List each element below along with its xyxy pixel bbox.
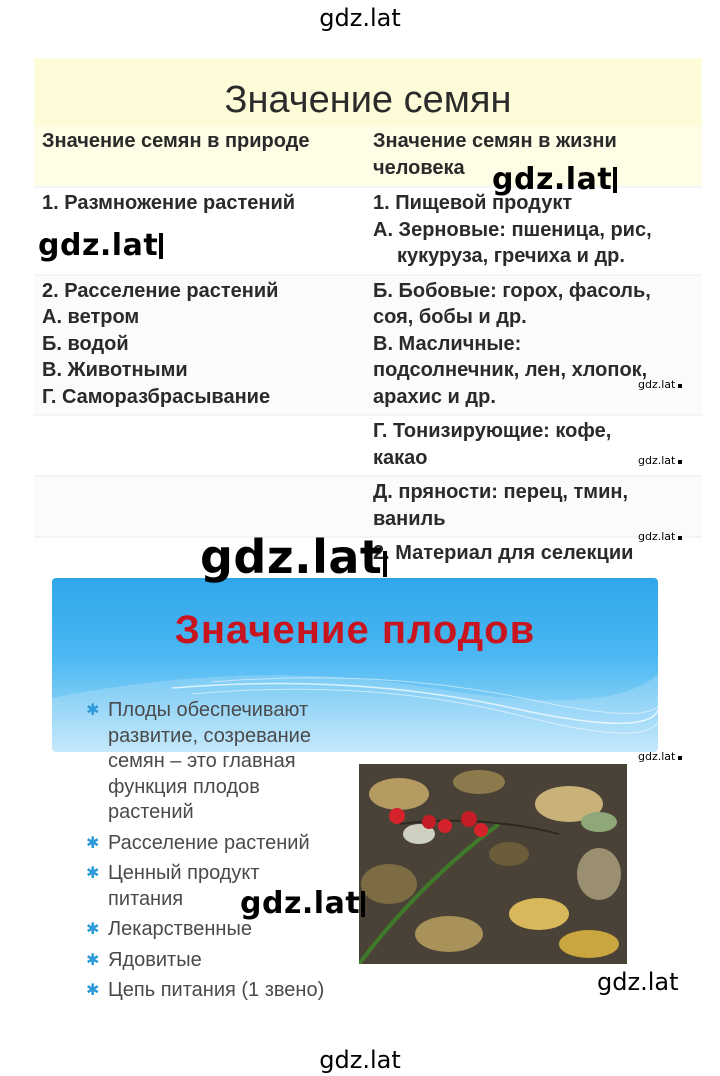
table-cell: Г. Тонизирующие: кофе, какао <box>365 415 702 476</box>
slide-seeds-title: Значение семян <box>34 58 702 126</box>
berries-autumn-leaves-photo <box>359 764 627 964</box>
table-cell: 2. Расселение растений А. ветром Б. водой В. Животными Г. Саморазбрасывание <box>34 275 365 416</box>
list-item: ✱ Ценный продукт питания <box>86 862 260 910</box>
watermark-small: gdz.lat ▪ <box>638 378 683 391</box>
list-item: ✱ Расселение растений <box>86 831 356 857</box>
table-cell: 1. Пищевой продукт А. Зерновые: пшеница, рис, кукуруза, гречиха и др. <box>365 187 702 275</box>
fruits-bullet-list <box>86 698 356 1009</box>
table-cell: 1. Размножение растений <box>34 187 365 275</box>
star-bullet-icon: ✱ <box>86 951 100 969</box>
star-bullet-icon: ✱ <box>86 865 100 882</box>
table-row <box>34 415 702 476</box>
watermark-mid: gdz.lat <box>597 968 679 996</box>
watermark-overlay: gdz.lat <box>38 228 163 263</box>
list-item: ✱ Ядовитые <box>86 948 356 974</box>
watermark-small: gdz.lat ▪ <box>638 454 683 467</box>
watermark-top: gdz.lat <box>319 4 401 32</box>
table-cell: 2. Материал для селекции <box>365 537 702 571</box>
watermark-small: gdz.lat ▪ <box>638 750 683 763</box>
list-item: ✱ Лекарственные <box>86 917 356 943</box>
slide-fruits-title: Значение плодов <box>174 608 536 652</box>
star-bullet-icon: ✱ <box>86 834 100 852</box>
watermark-small: gdz.lat ▪ <box>638 530 683 543</box>
list-item: ✱ Цепь питания (1 звено) <box>86 978 356 1004</box>
col2-header: Значение семян в жизни человека <box>365 126 702 187</box>
table-row <box>34 476 702 537</box>
slide-seeds <box>34 58 702 564</box>
slide-fruits <box>52 578 658 1018</box>
watermark-overlay: gdz.lat <box>492 162 617 197</box>
star-bullet-icon: ✱ <box>86 921 100 938</box>
table-cell: Б. Бобовые: горох, фасоль, соя, бобы и др. В. Масличные: подсолнечник, лен, хлопок, арахис и др. <box>365 275 702 416</box>
table-cell <box>34 476 365 537</box>
watermark-overlay: gdz.lat <box>200 530 387 584</box>
watermark-overlay: gdz.lat <box>240 886 365 921</box>
star-bullet-icon: ✱ <box>86 702 100 719</box>
list-item: ✱ Плоды обеспечивают развитие, созревание семян – это главная функция плодов растений <box>86 699 311 823</box>
table-cell: Д. пряности: перец, тмин, ваниль <box>365 476 702 537</box>
col1-header: Значение семян в природе <box>34 126 365 187</box>
table-row <box>34 275 702 416</box>
star-bullet-icon: ✱ <box>86 982 100 999</box>
watermark-bottom: gdz.lat <box>319 1046 401 1074</box>
table-cell <box>34 415 365 476</box>
